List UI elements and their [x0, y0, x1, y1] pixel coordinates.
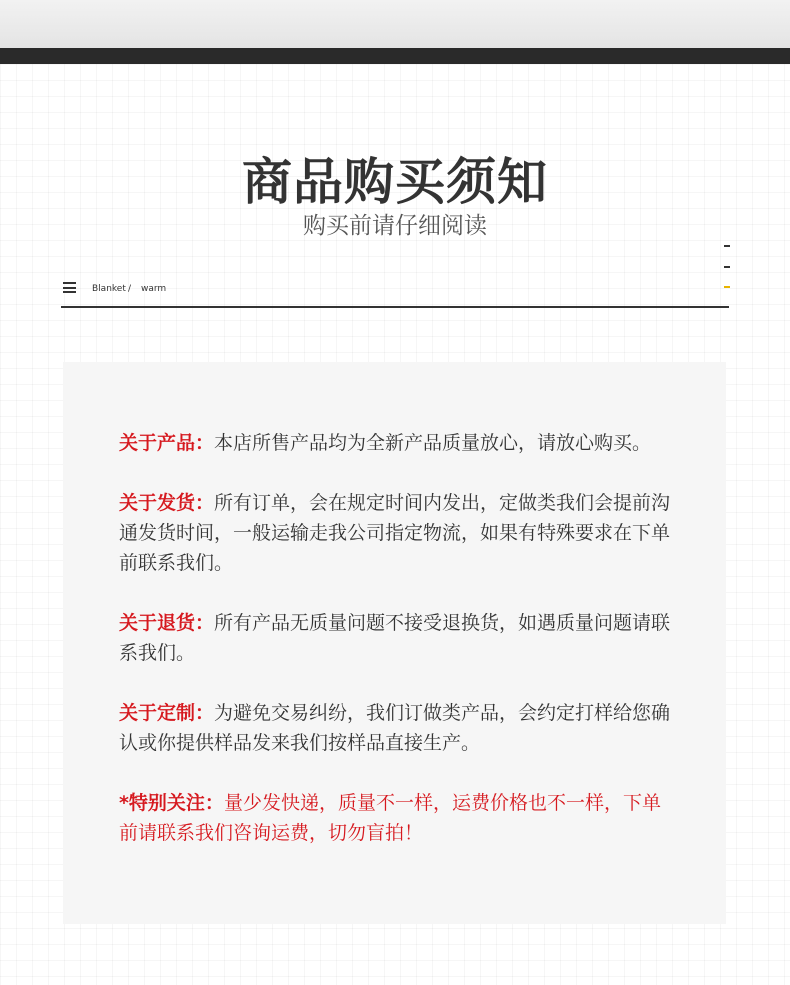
notice-text: 本店所售产品均为全新产品质量放心，请放心购买。 [214, 432, 652, 454]
breadcrumb [61, 276, 729, 308]
notice-text: 所有产品无质量问题不接受退换货，如遇质量问题请联系我们。 [119, 612, 671, 664]
menu-icon[interactable] [63, 282, 76, 293]
notice-panel [63, 362, 726, 924]
top-banner [0, 0, 790, 48]
decorative-dash [724, 266, 730, 268]
notice-text: 为避免交易纠纷，我们订做类产品，会约定打样给您确认或你提供样品发来我们按样品直接生产。 [119, 702, 671, 754]
notice-label: *特别关注： [119, 792, 224, 814]
notice-special [119, 788, 679, 848]
breadcrumb-item-blanket[interactable]: Blanket [92, 284, 126, 294]
notice-text: 所有订单，会在规定时间内发出，定做类我们会提前沟通发货时间，一般运输走我公司指定物流，如果有特殊要求在下单前联系我们。 [119, 492, 671, 574]
notice-text: 量少发快递，质量不一样，运费价格也不一样，下单前请联系我们咨询运费，切勿盲拍！ [119, 792, 661, 844]
page-title: 商品购买须知 [242, 152, 548, 211]
notice-label: 关于退货： [119, 612, 215, 634]
page-subtitle: 购买前请仔细阅读 [303, 213, 487, 239]
notice-label: 关于产品： [119, 432, 215, 454]
notice-shipping [119, 488, 679, 578]
notice-label: 关于定制： [119, 702, 215, 724]
notice-label: 关于发货： [119, 492, 215, 514]
breadcrumb-item-warm[interactable]: warm [141, 284, 167, 294]
notice-returns [119, 608, 679, 668]
decorative-dash [724, 245, 730, 247]
dark-header-stripe [0, 48, 790, 64]
notice-custom [119, 698, 679, 758]
breadcrumb-separator: / [128, 284, 132, 294]
notice-product [119, 428, 679, 458]
